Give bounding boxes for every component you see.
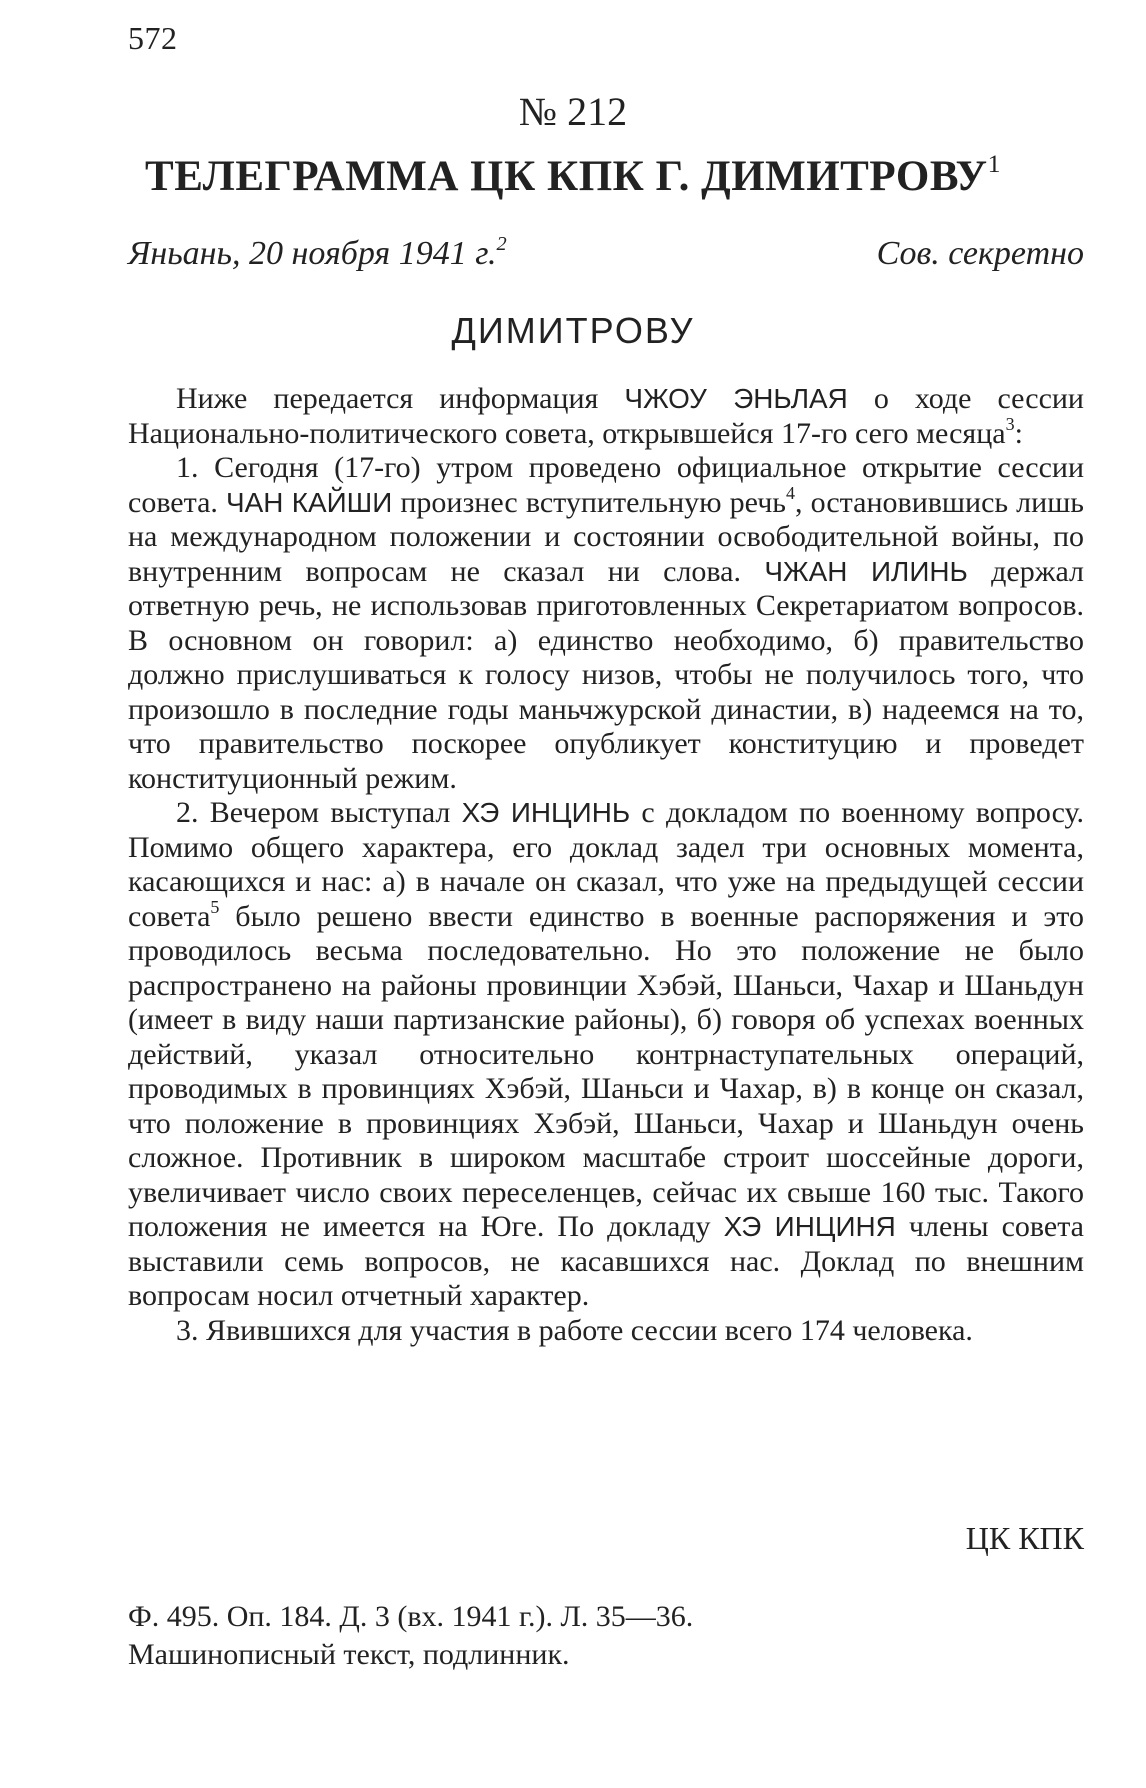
document-title-text: ТЕЛЕГРАММА ЦК КПК Г. ДИМИТРОВУ xyxy=(145,153,988,200)
text-run: 2. Вечером выступал xyxy=(176,796,462,829)
footnote-ref: 1 xyxy=(987,149,1001,179)
person-name: ЧЖАН ИЛИНЬ xyxy=(764,555,968,587)
item-2-paragraph xyxy=(128,796,1084,1314)
person-name: ХЭ ИНЦИНЬ xyxy=(461,797,631,828)
page-number: 572 xyxy=(128,20,178,56)
dateline-text: Яньань, 20 ноября 1941 г. xyxy=(128,235,497,272)
text-run: о ходе сессии Национально-политического совета, открывшейся 17-го сего месяца xyxy=(128,382,1084,450)
dateline xyxy=(128,232,507,273)
text-run: произнес вступительную речь xyxy=(392,485,786,519)
text-run: с докладом по военному вопросу. Помимо общего характера, его доклад задел три основных момента, касающихся и нас: а) в начале он сказал, что уже на предыдущей сессии совета xyxy=(128,796,1084,933)
footnote-ref: 3 xyxy=(1005,413,1015,434)
person-name: ЧЖОУ ЭНЬЛАЯ xyxy=(624,383,848,414)
source-reference: Ф. 495. Оп. 184. Д. 3 (вх. 1941 г.). Л. 35—36. xyxy=(128,1600,694,1633)
item-1-paragraph xyxy=(128,451,1084,796)
footnote-ref: 2 xyxy=(496,232,507,255)
item-3-paragraph: 3. Явившихся для участия в работе сессии всего 174 человека. xyxy=(176,1313,973,1347)
classification-mark: Сов. секретно xyxy=(876,235,1084,272)
footnote-ref: 4 xyxy=(786,482,795,503)
text-run: держал ответную речь, не использовав приготовленных Секретариатом вопросов. В основном он говорил: а) единство необходимо, б) правительство должно прислушиваться к голосу низов, чтобы не получилось того, что произошло в последние годы маньчжурской династии, в) надеемся на то, что правительство поскорее опубликует конституцию и проведет конституционный режим. xyxy=(128,554,1085,795)
telegram-body xyxy=(128,382,1084,1348)
signature: ЦК КПК xyxy=(965,1520,1084,1556)
text-run: Ниже передается информация xyxy=(176,382,625,415)
document-number: № 212 xyxy=(518,89,628,134)
text-run: было решено ввести единство в военные распоряжения и это проводилось весьма последовательно. Но это положение не было распространено на районы провинции Хэбэй, Шаньси, Чахар и Шаньдун (имеет в виду наши партизанские районы), б) говоря об успехах военных действий, указал относительно контрнаступательных операций, проводимых в провинциях Хэбэй, Шаньси и Чахар, в) в конце он сказал, что положение в провинциях Хэбэй, Шаньси, Чахар и Шаньдун очень сложное. Противник в широком масштабе строит шоссейные дороги, увеличивает число своих переселенцев, сейчас их свыше 160 тыс. Такого положения не имеется на Юге. По докладу xyxy=(128,899,1084,1243)
person-name: ЧАН КАЙШИ xyxy=(226,486,393,518)
archival-source xyxy=(128,1598,693,1674)
addressee: ДИМИТРОВУ xyxy=(451,310,695,351)
person-name: ХЭ ИНЦИНЯ xyxy=(723,1211,896,1242)
text-run: члены совета выставили семь вопросов, не касавшихся нас. Доклад по внешним вопросам носил отчетный характер. xyxy=(128,1210,1084,1312)
source-description: Машинописный текст, подлинник. xyxy=(128,1638,570,1671)
intro-paragraph xyxy=(128,382,1084,451)
document-title xyxy=(0,149,1146,201)
text-run: 1. Сегодня (17-го) утром проведено официальное открытие сессии совета. xyxy=(128,451,1084,519)
text-run: , остановившись лишь на международном положении и состоянии освободительной войны, по внутренним вопросам не сказал ни слова. xyxy=(128,485,1084,588)
footnote-ref: 5 xyxy=(210,896,220,917)
text-run: : xyxy=(1014,416,1023,450)
